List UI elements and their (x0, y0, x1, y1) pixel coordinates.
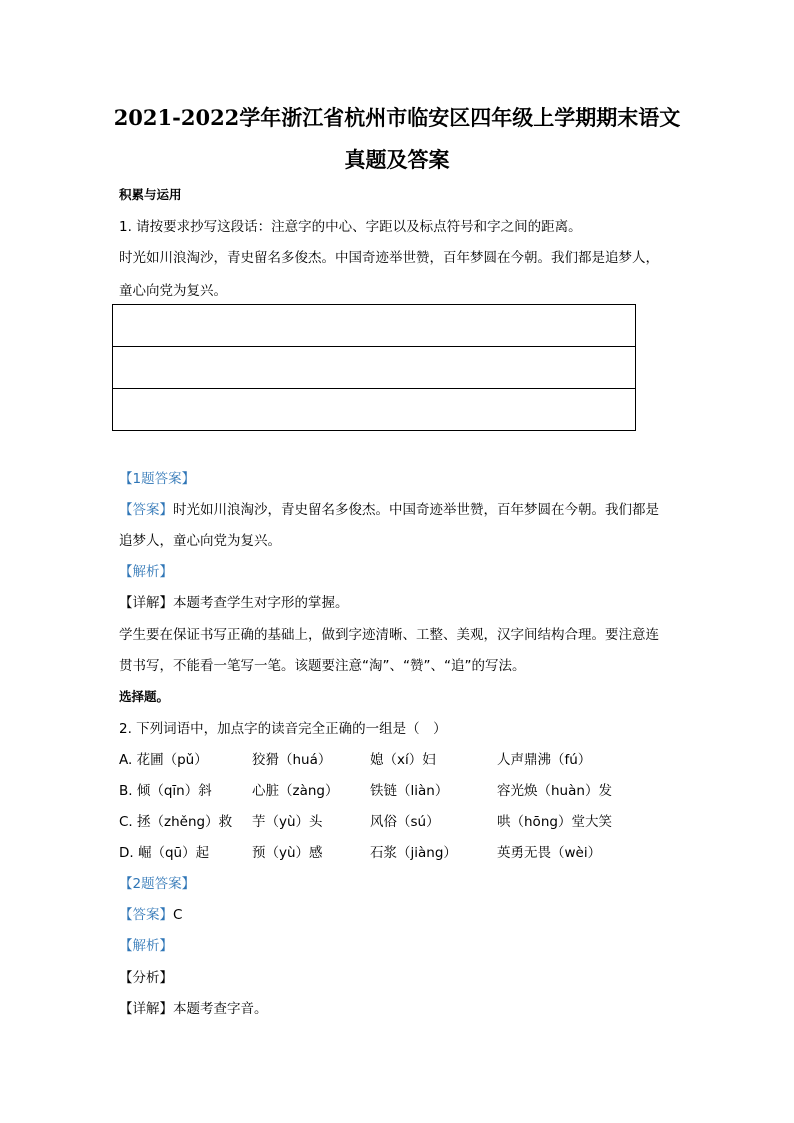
answer-text: 时光如川浪淘沙，青史留名多俊杰。中国奇迹举世赞，百年梦圆在今朝。我们都是 (173, 502, 659, 518)
option-a-word3: 媳（xí）妇 (370, 752, 436, 768)
option-a-word4: 人声鼎沸（fú） (497, 752, 592, 768)
option-d-word2: 预（yù）感 (252, 845, 323, 861)
writing-grid (112, 304, 636, 431)
writing-row[interactable] (113, 347, 635, 389)
q1-analysis-header: 【解析】 (119, 564, 173, 580)
option-b-word2: 心脏（zàng） (252, 783, 339, 799)
q2-analysis-sub: 【分析】 (119, 970, 173, 986)
writing-row[interactable] (113, 305, 635, 347)
detail-text: 本题考查字音。 (173, 1001, 268, 1017)
q2-detail (119, 1000, 679, 1018)
option-b-word4: 容光焕（huàn）发 (497, 783, 612, 799)
option-c-word4: 哄（hōng）堂大笑 (497, 814, 612, 830)
q1-explain-line2: 贯书写，不能看一笔写一笔。该题要注意“淘”、“赞”、“追”的写法。 (119, 658, 526, 674)
q1-answer-line2: 追梦人，童心向党为复兴。 (119, 533, 281, 549)
option-c-word3: 风俗（sú） (370, 814, 440, 830)
q1-prompt: 1. 请按要求抄写这段话：注意字的中心、字距以及标点符号和字之间的距离。 (119, 219, 582, 235)
option-d-word1: D. 崛（qū）起 (119, 845, 210, 861)
q2-analysis-header: 【解析】 (119, 938, 173, 954)
doc-title-line1: 2021-2022学年浙江省杭州市临安区四年级上学期期末语文 (113, 105, 681, 130)
q2-answer-header: 【2题答案】 (119, 876, 196, 892)
q2-prompt: 2. 下列词语中，加点字的读音完全正确的一组是（ ） (119, 721, 447, 737)
answer-value: C (173, 907, 183, 923)
option-b-word3: 铁链（liàn） (370, 783, 449, 799)
q1-answer-line1 (119, 501, 679, 519)
option-c-word2: 芋（yù）头 (252, 814, 323, 830)
writing-row[interactable] (113, 389, 635, 430)
option-a-word2: 狡猾（huá） (252, 752, 332, 768)
detail-tag: 【详解】 (119, 595, 173, 611)
q1-text-line1: 时光如川浪淘沙，青史留名多俊杰。中国奇迹举世赞，百年梦圆在今朝。我们都是追梦人， (119, 250, 659, 266)
doc-title-line2: 真题及答案 (344, 147, 450, 172)
q1-text-line2: 童心向党为复兴。 (119, 283, 227, 299)
option-d-word3: 石浆（jiàng） (370, 845, 457, 861)
option-c-word1: C. 拯（zhěng）救 (119, 814, 233, 830)
section-heading: 积累与运用 (119, 187, 182, 202)
answer-tag: 【答案】 (119, 502, 173, 518)
q2-answer (119, 906, 679, 924)
answer-tag: 【答案】 (119, 907, 173, 923)
detail-text: 本题考查学生对字形的掌握。 (173, 595, 349, 611)
section-heading-choice: 选择题。 (119, 689, 170, 704)
q1-explain-line1: 学生要在保证书写正确的基础上，做到字迹清晰、工整、美观，汉字间结构合理。要注意连 (119, 627, 659, 643)
q1-answer-header: 【1题答案】 (119, 471, 196, 487)
option-d-word4: 英勇无畏（wèi） (497, 845, 602, 861)
q1-detail (119, 594, 679, 612)
detail-tag: 【详解】 (119, 1001, 173, 1017)
option-b-word1: B. 倾（qīn）斜 (119, 783, 212, 799)
option-a-word1: A. 花圃（pǔ） (119, 752, 208, 768)
